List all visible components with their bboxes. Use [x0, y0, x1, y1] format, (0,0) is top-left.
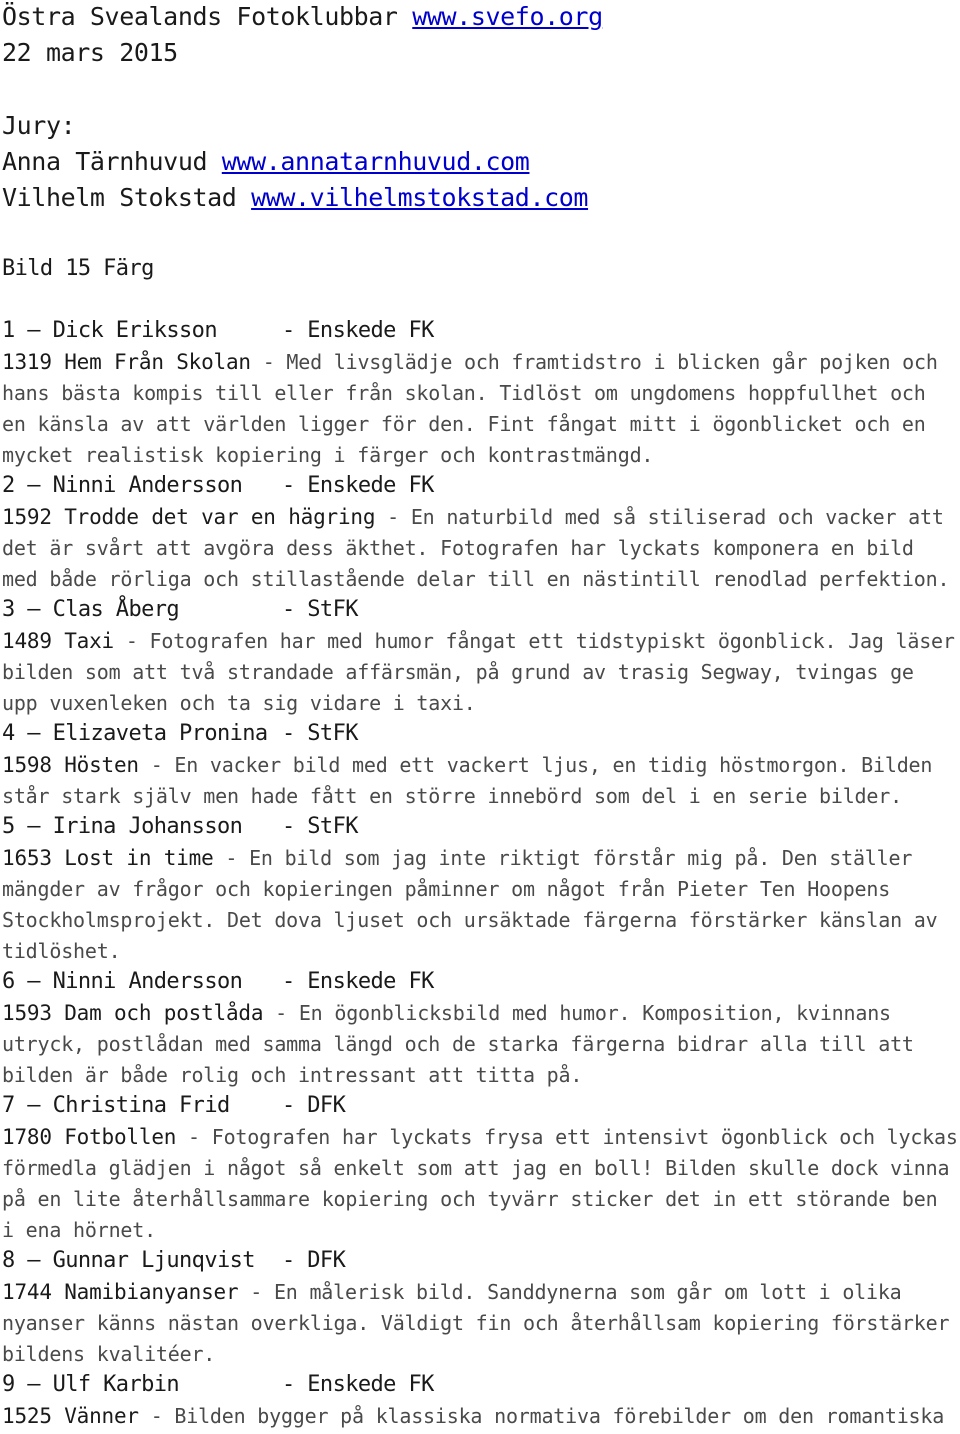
- entry-club: - Enskede FK: [282, 969, 434, 994]
- entry-heading: [2, 969, 434, 994]
- entry-comment-line: [2, 1156, 949, 1180]
- entry-club: - StFK: [282, 721, 358, 746]
- entry-comment-line: [2, 536, 914, 560]
- entry-comment-line: [2, 1311, 949, 1335]
- entry-comment-line: [2, 443, 653, 467]
- entry-title: 1319 Hem Från Skolan: [2, 350, 251, 374]
- entry-comment-line: [2, 846, 912, 870]
- entry-comment-text: - Bilden bygger på klassiska normativa förebilder om den romantiska: [138, 1404, 945, 1428]
- jury-label: Jury:: [2, 111, 76, 140]
- entry-heading: [2, 814, 358, 839]
- entry-placement: 3 – Clas Åberg: [2, 597, 180, 622]
- entry-heading: [2, 1372, 434, 1397]
- entry-comment-line: [2, 1063, 582, 1087]
- entry-comment-text: i ena hörnet.: [2, 1218, 156, 1242]
- entry-placement: 1 – Dick Eriksson: [2, 318, 217, 343]
- entry-comment-line: [2, 691, 476, 715]
- entry-placement: 7 – Christina Frid: [2, 1093, 230, 1118]
- entry-comment-line: [2, 381, 926, 405]
- entry-comment-text: - En vacker bild med ett vackert ljus, en tidig höstmorgon. Bilden: [138, 753, 933, 777]
- entry-comment-line: [2, 660, 914, 684]
- entry-club: - Enskede FK: [282, 473, 434, 498]
- entry-comment-line: [2, 1032, 914, 1056]
- entry-comment-text: bilden som att två strandade affärsmän, på grund av trasig Segway, tvingas ge: [2, 660, 914, 684]
- entry-comment-line: [2, 1187, 937, 1211]
- entry-heading: [2, 1248, 345, 1273]
- entry-title: 1653 Lost in time: [2, 846, 214, 870]
- entry-comment-line: [2, 1125, 958, 1149]
- entry-comment-text: bilden är både rolig och intressant att titta på.: [2, 1063, 583, 1087]
- entry-comment-text: bildens kvalitéer.: [2, 1342, 216, 1366]
- jury-member: [2, 183, 588, 212]
- entry-club: - StFK: [282, 597, 358, 622]
- entry-placement: 9 – Ulf Karbin: [2, 1372, 180, 1397]
- jury-member: [2, 147, 529, 176]
- entry-heading: [2, 721, 358, 746]
- entry-comment-text: - En målerisk bild. Sanddynerna som går om lott i olika: [238, 1280, 902, 1304]
- entry-comment-line: [2, 753, 932, 777]
- entry-comment-line: [2, 1342, 215, 1366]
- entry-comment-text: upp vuxenleken och ta sig vidare i taxi.: [2, 691, 476, 715]
- header-line: [2, 2, 603, 31]
- entry-placement: 4 – Elizaveta Pronina: [2, 721, 268, 746]
- entry-club: - Enskede FK: [282, 1372, 434, 1397]
- entry-club: - StFK: [282, 814, 358, 839]
- jury-link[interactable]: www.annatarnhuvud.com: [221, 147, 530, 176]
- entry-comment-text: - Fotografen har lyckats frysa ett intensivt ögonblick och lyckas: [176, 1125, 958, 1149]
- entry-title: 1592 Trodde det var en hägring: [2, 505, 376, 529]
- entry-comment-text: nyanser känns nästan overkliga. Väldigt fin och återhållsam kopiering förstärker: [2, 1311, 950, 1335]
- entry-comment-text: med både rörliga och stillastående delar till en nästintill renodlad perfektion.: [2, 567, 950, 591]
- entry-comment-text: det är svårt att avgöra dess äkthet. Fotografen har lyckats komponera en bild: [2, 536, 914, 560]
- entry-comment-line: [2, 784, 902, 808]
- entry-comment-text: - En bild som jag inte riktigt förstår mig på. Den ställer: [213, 846, 913, 870]
- entry-comment-text: Stockholmsprojekt. Det dova ljuset och ursäktade färgerna förstärker känslan av: [2, 908, 938, 932]
- entry-title: 1744 Namibianyanser: [2, 1280, 239, 1304]
- entry-comment-line: [2, 1218, 156, 1242]
- entry-comment-text: utryck, postlådan med samma längd och de starka färgerna bidrar alla till att: [2, 1032, 914, 1056]
- entry-comment-text: - En naturbild med så stiliserad och vacker att: [375, 505, 944, 529]
- entry-comment-line: [2, 505, 944, 529]
- entry-comment-line: [2, 877, 890, 901]
- entry-comment-line: [2, 908, 937, 932]
- entry-comment-line: [2, 1280, 902, 1304]
- entry-comment-text: - Med livsglädje och framtidstro i blicken går pojken och: [250, 350, 938, 374]
- entry-comment-line: [2, 939, 120, 963]
- entry-club: - DFK: [282, 1248, 346, 1273]
- entry-comment-text: en känsla av att världen ligger för den. Fint fångat mitt i ögonblicket och en: [2, 412, 926, 436]
- entry-comment-line: [2, 412, 926, 436]
- entry-comment-line: [2, 1404, 944, 1428]
- club-link[interactable]: www.svefo.org: [412, 2, 603, 31]
- jury-name: Vilhelm Stokstad: [2, 183, 237, 212]
- entry-heading: [2, 473, 434, 498]
- entry-title: 1598 Hösten: [2, 753, 139, 777]
- entry-placement: 8 – Gunnar Ljunqvist: [2, 1248, 255, 1273]
- entry-comment-line: [2, 350, 938, 374]
- entry-title: 1525 Vänner: [2, 1404, 139, 1428]
- entry-comment-text: förmedla glädjen i något så enkelt som att jag en boll! Bilden skulle dock vinna: [2, 1156, 950, 1180]
- entry-placement: 2 – Ninni Andersson: [2, 473, 243, 498]
- entry-club: - DFK: [282, 1093, 346, 1118]
- entry-title: 1593 Dam och postlåda: [2, 1001, 264, 1025]
- entry-comment-text: hans bästa kompis till eller från skolan. Tidlöst om ungdomens hoppfullhet och: [2, 381, 926, 405]
- entry-comment-text: tidlöshet.: [2, 939, 121, 963]
- entry-placement: 5 – Irina Johansson: [2, 814, 243, 839]
- entry-placement: 6 – Ninni Andersson: [2, 969, 243, 994]
- entry-comment-line: [2, 629, 955, 653]
- entry-heading: [2, 318, 434, 343]
- jury-link[interactable]: www.vilhelmstokstad.com: [251, 183, 589, 212]
- entry-heading: [2, 1093, 345, 1118]
- entry-title: 1780 Fotbollen: [2, 1125, 177, 1149]
- entry-comment-text: står stark själv men hade fått en större innebörd som del i en serie bilder.: [2, 784, 902, 808]
- entry-comment-text: mycket realistisk kopiering i färger och kontrastmängd.: [2, 443, 654, 467]
- entry-comment-line: [2, 567, 949, 591]
- entry-club: - Enskede FK: [282, 318, 434, 343]
- section-title: Bild 15 Färg: [2, 256, 154, 281]
- entry-comment-text: på en lite återhållsammare kopiering och tyvärr sticker det in ett störande ben: [2, 1187, 938, 1211]
- date: 22 mars 2015: [2, 38, 178, 67]
- jury-name: Anna Tärnhuvud: [2, 147, 208, 176]
- club-name: Östra Svealands Fotoklubbar: [2, 2, 398, 31]
- entry-comment-text: mängder av frågor och kopieringen påminner om något från Pieter Ten Hoopens: [2, 877, 891, 901]
- entry-comment-line: [2, 1001, 891, 1025]
- entry-comment-text: - En ögonblicksbild med humor. Komposition, kvinnans: [263, 1001, 891, 1025]
- entry-title: 1489 Taxi: [2, 629, 114, 653]
- entry-comment-text: - Fotografen har med humor fångat ett tidstypiskt ögonblick. Jag läser: [114, 629, 955, 653]
- entry-heading: [2, 597, 358, 622]
